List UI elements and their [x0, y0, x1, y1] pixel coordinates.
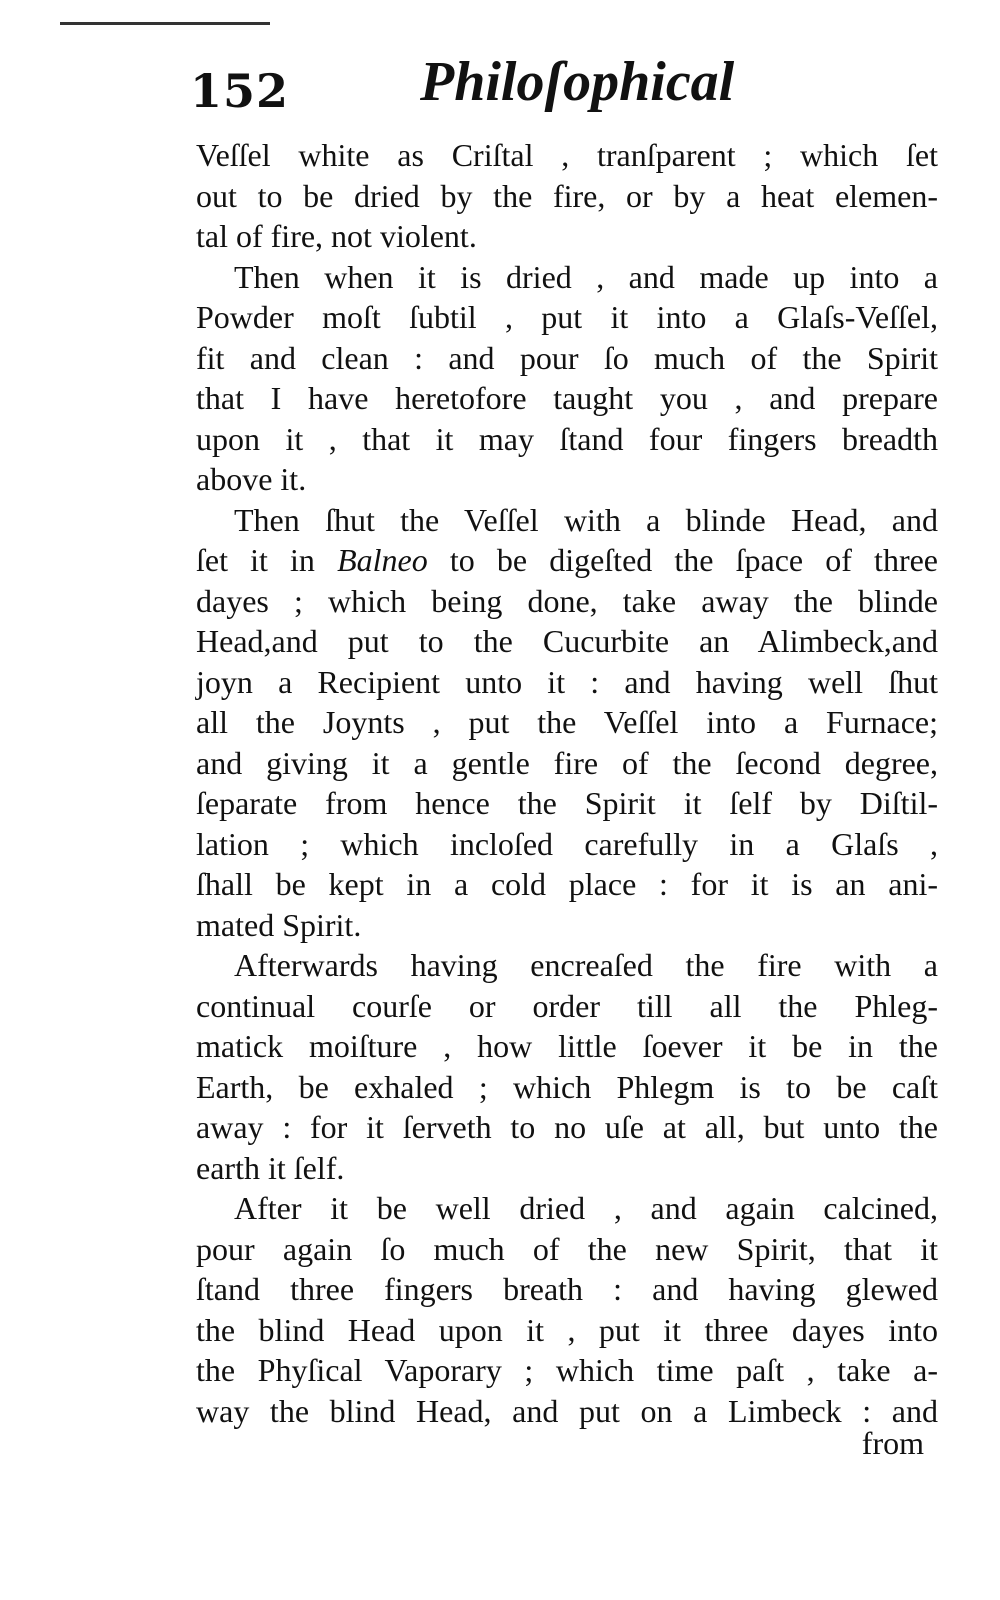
text-segment: to be digeſted the ſpace of three	[427, 542, 939, 578]
text-line	[196, 581, 938, 622]
text-segment: Powder moſt ſubtil , put it into a Glaſs-Veſſel,	[196, 299, 938, 335]
text-line	[196, 621, 938, 662]
text-line	[196, 216, 938, 257]
text-line	[196, 783, 938, 824]
text-segment: the blind Head upon it , put it three dayes into	[196, 1311, 938, 1348]
text-line	[196, 1310, 938, 1351]
text-line	[196, 419, 938, 460]
text-line	[196, 905, 938, 946]
text-segment: all the Joynts , put the Veſſel into a Furnace;	[196, 704, 938, 740]
text-segment: continual courſe or order till all the Phleg-	[196, 987, 938, 1024]
text-segment: earth it ſelf.	[196, 1149, 345, 1186]
text-segment: tal of fire, not violent.	[196, 218, 477, 254]
text-segment: above it.	[196, 461, 307, 497]
text-line	[196, 176, 938, 217]
text-segment: dayes ; which being done, take away the blinde	[196, 582, 938, 619]
text-line	[196, 500, 938, 541]
page-header	[190, 50, 750, 130]
catchword: from	[861, 1425, 924, 1461]
text-line	[196, 1107, 938, 1148]
text-segment: Veſſel white as Criſtal , tranſparent ; which ſet	[196, 137, 938, 173]
text-line	[196, 824, 938, 865]
text-segment: Afterwards having encreaſed the fire with a	[234, 947, 938, 983]
text-segment: and giving it a gentle fire of the ſecond degree,	[196, 744, 938, 781]
body-text	[196, 135, 938, 1431]
text-segment: Then when it is dried , and made up into a	[234, 258, 938, 295]
text-line	[196, 297, 938, 338]
text-line	[196, 257, 938, 298]
text-segment: Then ſhut the Veſſel with a blinde Head, and	[234, 501, 938, 538]
text-line	[196, 702, 938, 743]
text-segment: out to be dried by the fire, or by a heat elemen-	[196, 177, 938, 214]
text-line	[196, 540, 938, 581]
text-line	[196, 135, 938, 176]
text-line	[196, 1148, 938, 1189]
text-line	[196, 338, 938, 379]
text-segment: pour again ſo much of the new Spirit, that it	[196, 1230, 938, 1267]
text-segment: way the blind Head, and put on a Limbeck : and	[196, 1392, 938, 1429]
text-line	[196, 1026, 938, 1067]
text-line	[196, 1188, 938, 1229]
text-segment: mated Spirit.	[196, 906, 362, 943]
text-segment: ſhall be kept in a cold place : for it is an ani-	[196, 866, 938, 902]
text-line	[196, 743, 938, 784]
text-segment: ſet it in	[196, 542, 338, 578]
text-line	[196, 1391, 938, 1432]
text-line	[196, 459, 938, 500]
running-title: Philoſophical	[420, 51, 735, 113]
text-segment: fit and clean : and pour ſo much of the Spirit	[196, 339, 938, 376]
text-line	[196, 945, 938, 986]
text-line	[196, 1350, 938, 1391]
text-segment: Head,and put to the Cucurbite an Alimbeck,and	[196, 623, 938, 659]
text-segment: ſtand three fingers breath : and having glewed	[196, 1271, 938, 1307]
text-segment: the Phyſical Vaporary ; which time paſt , take a-	[196, 1352, 938, 1388]
text-line	[196, 1229, 938, 1270]
text-segment: joyn a Recipient unto it : and having well ſhut	[196, 663, 938, 700]
text-segment: away : for it ſerveth to no uſe at all, but unto the	[196, 1109, 938, 1145]
page-number: 152	[190, 64, 290, 118]
text-line	[196, 864, 938, 905]
text-segment: matick moiſture , how little ſoever it be in the	[196, 1028, 938, 1064]
text-segment: After it be well dried , and again calcined,	[234, 1190, 938, 1226]
text-segment: that I have heretofore taught you , and prepare	[196, 380, 938, 416]
text-segment: upon it , that it may ſtand four fingers breadth	[196, 420, 938, 457]
text-segment: Earth, be exhaled ; which Phlegm is to be caſt	[196, 1068, 938, 1105]
page-edge-rule	[60, 22, 270, 25]
text-line	[196, 986, 938, 1027]
text-line	[196, 1269, 938, 1310]
italic-term: Balneo	[337, 542, 428, 578]
text-line	[196, 662, 938, 703]
text-segment: ſeparate from hence the Spirit it ſelf by Diſtil-	[196, 785, 938, 821]
text-line	[196, 378, 938, 419]
text-line	[196, 1067, 938, 1108]
text-segment: lation ; which incloſed carefully in a Glaſs ,	[196, 825, 938, 862]
